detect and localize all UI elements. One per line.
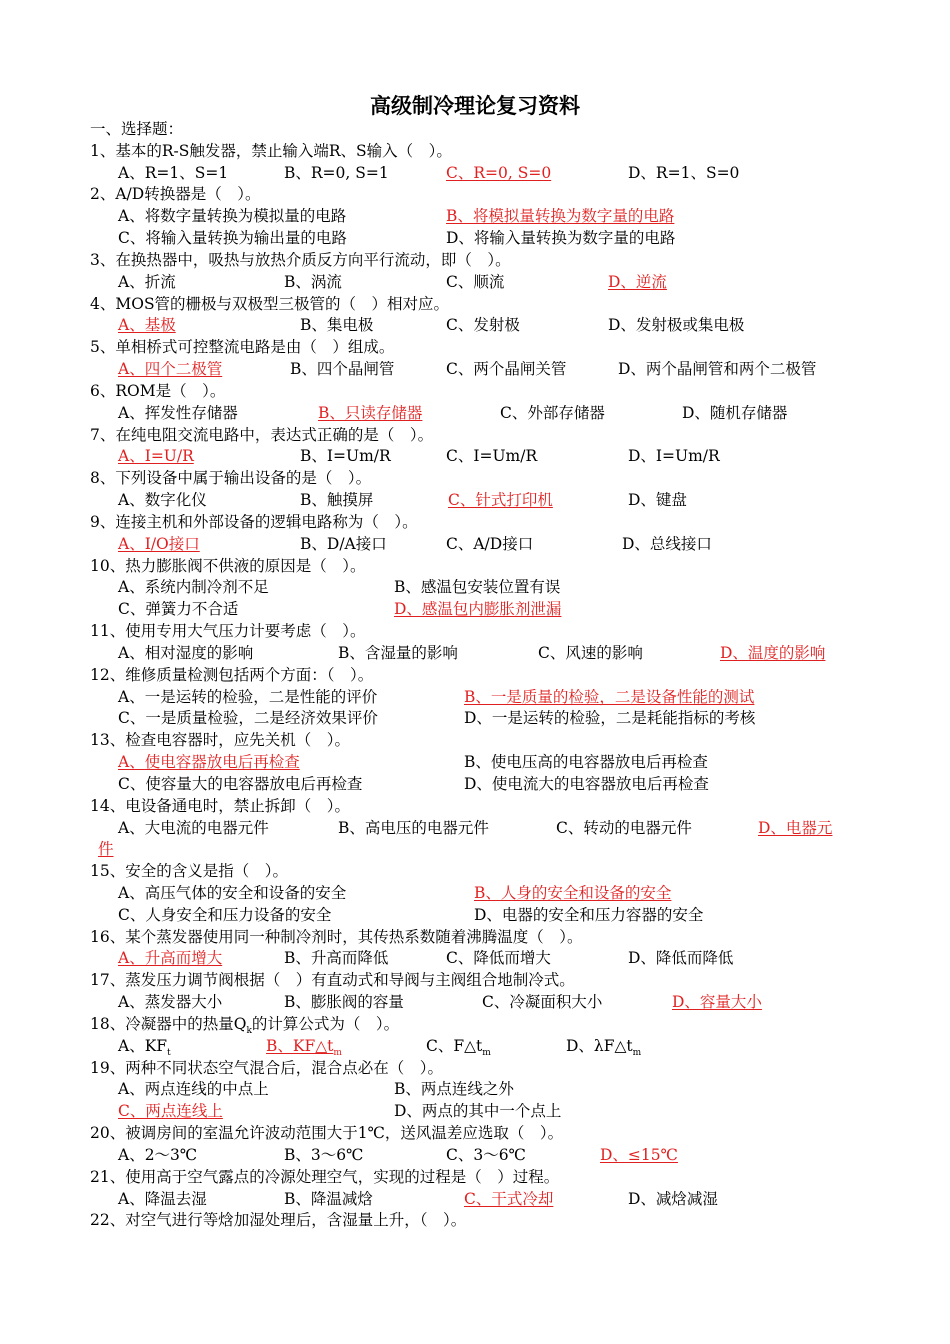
answer-option <box>608 315 744 337</box>
option-row <box>90 687 870 709</box>
correct-answer-option <box>118 752 300 774</box>
correct-answer-option <box>464 687 754 709</box>
question-list <box>90 119 870 1232</box>
option-text: D、减焓减湿 <box>628 1189 718 1208</box>
option-text: D、两个晶闸管和两个二极管 <box>618 360 817 379</box>
subscript: t <box>167 1047 171 1058</box>
option-text: B、KF△t <box>266 1036 334 1055</box>
answer-option <box>284 272 342 294</box>
question-text: 20、被调房间的室温允许波动范围大于1℃，送风温差应选取（ ）。 <box>90 1124 564 1143</box>
option-text: C、I=Um/R <box>446 447 538 466</box>
option-row <box>90 599 870 621</box>
section-label: 一、选择题： <box>90 120 184 138</box>
answer-option <box>118 1145 197 1167</box>
answer-option <box>628 1189 718 1211</box>
question-stem <box>90 796 870 818</box>
answer-option <box>118 905 331 927</box>
answer-option <box>464 774 709 796</box>
answer-option <box>118 1036 171 1058</box>
option-row <box>90 992 870 1014</box>
option-text: C、风速的影响 <box>538 643 643 662</box>
question-stem <box>90 1058 870 1080</box>
answer-option <box>118 1079 269 1101</box>
correct-answer-option <box>118 948 222 970</box>
correct-answer-option <box>118 1101 223 1123</box>
correct-answer-option <box>98 839 114 861</box>
answer-option <box>118 163 228 185</box>
question-text-tail: 的计算公式为（ ）。 <box>251 1014 400 1033</box>
correct-answer-option <box>318 403 422 425</box>
answer-option <box>118 228 347 250</box>
correct-answer-option <box>118 315 176 337</box>
option-text: D、≤15℃ <box>600 1145 678 1164</box>
option-text: D、I=Um/R <box>628 447 720 466</box>
option-text: A、一是运转的检验，二是性能的评价 <box>118 687 378 706</box>
option-text: D、电器元 <box>758 818 833 837</box>
option-text: A、相对湿度的影响 <box>118 643 254 662</box>
option-text: B、R=0, S=1 <box>284 163 389 182</box>
answer-option <box>338 643 458 665</box>
question-text: 11、使用专用大气压力计要考虑（ ）。 <box>90 622 366 641</box>
question-stem <box>90 294 870 316</box>
answer-option <box>446 948 551 970</box>
option-text: D、将输入量转换为数字量的电路 <box>446 229 676 248</box>
option-text: D、发射极或集电极 <box>608 316 745 335</box>
correct-answer-option <box>394 599 561 621</box>
option-row <box>90 359 870 381</box>
option-text: B、两点连线之外 <box>394 1080 514 1099</box>
option-text: B、感温包安装位置有误 <box>394 578 561 597</box>
correct-answer-option <box>474 883 671 905</box>
answer-option <box>566 1036 641 1058</box>
option-row <box>90 1189 870 1211</box>
question-text: 4、MOS管的栅极与双极型三极管的（ ）相对应。 <box>90 294 450 313</box>
option-text: A、降温去湿 <box>118 1189 207 1208</box>
option-row <box>90 1036 870 1058</box>
answer-option <box>682 403 787 425</box>
answer-option <box>118 206 346 228</box>
answer-option <box>538 643 643 665</box>
option-text: B、触摸屏 <box>300 491 374 510</box>
answer-option <box>118 992 222 1014</box>
option-row <box>90 1101 870 1123</box>
answer-option <box>118 708 378 730</box>
option-row <box>90 1079 870 1101</box>
option-row <box>90 1145 870 1167</box>
option-text: B、3～6℃ <box>284 1145 364 1164</box>
option-row <box>90 446 870 468</box>
option-text: C、一是质量检验，二是经济效果评价 <box>118 709 378 728</box>
option-text: D、电器的安全和压力容器的安全 <box>474 905 704 924</box>
correct-answer-option <box>446 163 551 185</box>
question-text: 13、检查电容器时，应先关机（ ）。 <box>90 731 350 750</box>
option-text: D、R=1、S=0 <box>628 163 740 182</box>
option-text: B、D/A接口 <box>300 534 387 553</box>
question-stem <box>90 1167 870 1189</box>
question-text: 5、单相桥式可控整流电路是由（ ）组成。 <box>90 338 395 357</box>
option-text: C、3～6℃ <box>446 1145 526 1164</box>
answer-option <box>300 446 391 468</box>
subscript: m <box>482 1047 491 1058</box>
answer-option <box>118 577 269 599</box>
option-text: D、键盘 <box>628 491 687 510</box>
option-text: B、使电压高的电容器放电后再检查 <box>464 753 708 772</box>
option-text: B、集电极 <box>300 316 374 335</box>
question-text: 22、对空气进行等焓加湿处理后，含湿量上升，（ ）。 <box>90 1211 467 1230</box>
answer-option <box>446 315 520 337</box>
option-row <box>90 643 870 665</box>
question-text: 8、下列设备中属于输出设备的是（ ）。 <box>90 469 372 488</box>
answer-option <box>446 446 537 468</box>
answer-option <box>474 905 703 927</box>
question-stem <box>90 1014 870 1036</box>
option-text: B、四个晶闸管 <box>290 360 395 379</box>
option-text: A、挥发性存储器 <box>118 403 238 422</box>
answer-option <box>284 1145 363 1167</box>
question-text: 10、热力膨胀阀不供液的原因是（ ）。 <box>90 556 366 575</box>
question-stem <box>90 141 870 163</box>
correct-answer-option <box>118 359 222 381</box>
question-stem <box>90 512 870 534</box>
answer-option <box>394 577 560 599</box>
correct-answer-option <box>118 446 194 468</box>
correct-answer-option <box>672 992 762 1014</box>
option-text: A、四个二极管 <box>118 360 223 379</box>
option-text: D、总线接口 <box>622 534 712 553</box>
option-text: C、两点连线上 <box>118 1102 223 1121</box>
correct-answer-option <box>600 1145 678 1167</box>
question-text: 9、连接主机和外部设备的逻辑电路称为（ ）。 <box>90 512 418 531</box>
option-text: A、大电流的电器元件 <box>118 818 269 837</box>
correct-answer-option <box>446 206 674 228</box>
question-text: 2、A/D转换器是（ ）。 <box>90 185 261 204</box>
answer-option <box>118 774 362 796</box>
option-text: D、随机存储器 <box>682 403 788 422</box>
option-text: A、高压气体的安全和设备的安全 <box>118 883 347 902</box>
option-row <box>90 403 870 425</box>
option-text: A、R=1、S=1 <box>118 163 229 182</box>
correct-answer-option <box>758 818 832 840</box>
question-stem <box>90 730 870 752</box>
answer-option <box>446 228 675 250</box>
option-text: C、A/D接口 <box>446 534 534 553</box>
answer-option <box>464 708 755 730</box>
option-text: D、感温包内膨胀剂泄漏 <box>394 600 562 619</box>
option-text: C、针式打印机 <box>448 491 553 510</box>
option-text: 件 <box>98 840 114 859</box>
question-text: 6、ROM是（ ）。 <box>90 381 226 400</box>
answer-option <box>628 490 687 512</box>
answer-option <box>290 359 394 381</box>
correct-answer-option <box>464 1189 553 1211</box>
answer-option <box>284 948 388 970</box>
option-text: D、温度的影响 <box>720 643 826 662</box>
option-text: C、两个晶闸关管 <box>446 360 567 379</box>
correct-answer-option <box>118 534 200 556</box>
option-text: D、逆流 <box>608 272 667 291</box>
answer-option <box>622 534 712 556</box>
answer-option <box>118 687 377 709</box>
question-stem <box>90 468 870 490</box>
answer-option <box>426 1036 491 1058</box>
correct-answer-option <box>448 490 553 512</box>
option-text: D、容量大小 <box>672 993 762 1012</box>
option-row <box>90 228 870 250</box>
option-text: A、蒸发器大小 <box>118 993 223 1012</box>
option-text: C、F△t <box>426 1036 483 1055</box>
answer-option <box>118 643 253 665</box>
option-text: C、弹簧力不合适 <box>118 600 239 619</box>
answer-option <box>118 272 176 294</box>
option-text: D、一是运转的检验，二是耗能指标的考核 <box>464 709 756 728</box>
answer-option <box>284 992 404 1014</box>
question-stem <box>90 556 870 578</box>
option-row <box>90 272 870 294</box>
subscript: m <box>632 1047 642 1058</box>
answer-option <box>118 818 269 840</box>
option-text: C、使容量大的电容器放电后再检查 <box>118 774 363 793</box>
answer-option <box>464 752 708 774</box>
option-text: A、系统内制冷剂不足 <box>118 578 269 597</box>
option-text: A、KF <box>118 1036 168 1055</box>
option-text: A、I/O接口 <box>118 534 200 553</box>
option-text: D、λF△t <box>566 1036 633 1055</box>
option-row <box>90 490 870 512</box>
option-row <box>90 206 870 228</box>
question-stem <box>90 927 870 949</box>
question-text: 1、基本的R-S触发器，禁止输入端R、S输入（ ）。 <box>90 141 452 160</box>
option-text: C、转动的电器元件 <box>556 818 692 837</box>
option-text: C、干式冷却 <box>464 1189 554 1208</box>
option-text: B、人身的安全和设备的安全 <box>474 883 672 902</box>
question-stem <box>90 665 870 687</box>
option-row <box>90 948 870 970</box>
option-text: A、将数字量转换为模拟量的电路 <box>118 207 347 226</box>
question-text: 14、电设备通电时，禁止拆卸（ ）。 <box>90 796 350 815</box>
question-stem <box>90 621 870 643</box>
question-text: 19、两种不同状态空气混合后，混合点必在（ ）。 <box>90 1058 443 1077</box>
option-text: A、2～3℃ <box>118 1145 198 1164</box>
option-text: A、使电容器放电后再检查 <box>118 753 300 772</box>
option-row <box>90 577 870 599</box>
option-text: A、两点连线的中点上 <box>118 1080 269 1099</box>
question-stem <box>90 1123 870 1145</box>
question-text: 21、使用高于空气露点的冷源处理空气，实现的过程是（ ）过程。 <box>90 1167 560 1186</box>
answer-option <box>118 403 238 425</box>
option-row <box>90 752 870 774</box>
answer-option <box>300 315 373 337</box>
subscript: m <box>333 1047 342 1058</box>
option-text: B、含湿量的影响 <box>338 643 458 662</box>
option-row <box>90 774 870 796</box>
question-stem <box>90 184 870 206</box>
option-row <box>90 839 870 861</box>
option-text: A、基极 <box>118 316 176 335</box>
question-stem <box>90 425 870 447</box>
question-text: 16、某个蒸发器使用同一种制冷剂时，其传热系数随着沸腾温度（ ）。 <box>90 927 583 946</box>
question-stem <box>90 337 870 359</box>
answer-option <box>446 359 566 381</box>
option-text: C、顺流 <box>446 272 505 291</box>
answer-option <box>482 992 602 1014</box>
answer-option <box>628 446 720 468</box>
question-text: 7、在纯电阻交流电路中，表达式正确的是（ ）。 <box>90 425 434 444</box>
option-text: A、折流 <box>118 272 176 291</box>
answer-option <box>338 818 489 840</box>
question-stem <box>90 970 870 992</box>
option-text: C、将输入量转换为输出量的电路 <box>118 229 347 248</box>
question-text: 18、冷凝器中的热量Q <box>90 1014 247 1033</box>
option-text: B、高电压的电器元件 <box>338 818 489 837</box>
answer-option <box>300 490 373 512</box>
option-text: A、I=U/R <box>118 447 194 466</box>
option-row <box>90 883 870 905</box>
option-row <box>90 905 870 927</box>
answer-option <box>284 163 389 185</box>
question-stem <box>90 250 870 272</box>
question-text: 17、蒸发压力调节阀根据（ ）有直动式和导阀与主阀组合地制冷式。 <box>90 971 575 990</box>
answer-option <box>118 1189 207 1211</box>
question-stem <box>90 381 870 403</box>
document-title: 高级制冷理论复习资料 <box>370 94 580 118</box>
answer-option <box>446 1145 526 1167</box>
section-heading <box>90 119 870 141</box>
answer-option <box>284 1189 373 1211</box>
option-text: C、降低而增大 <box>446 949 551 968</box>
subscript: k <box>246 1026 252 1037</box>
answer-option <box>446 534 533 556</box>
question-text: 15、安全的含义是指（ ）。 <box>90 862 288 881</box>
option-text: C、发射极 <box>446 316 520 335</box>
answer-option <box>118 599 238 621</box>
option-text: B、涡流 <box>284 272 342 291</box>
answer-option <box>118 883 346 905</box>
option-text: A、升高而增大 <box>118 949 223 968</box>
option-text: B、一是质量的检验，二是设备性能的测试 <box>464 687 755 706</box>
answer-option <box>446 272 504 294</box>
correct-answer-option <box>266 1036 342 1058</box>
option-text: C、人身安全和压力设备的安全 <box>118 905 332 924</box>
option-text: C、外部存储器 <box>500 403 605 422</box>
option-text: B、升高而降低 <box>284 949 389 968</box>
answer-option <box>300 534 387 556</box>
option-row <box>90 818 870 840</box>
question-text: 3、在换热器中，吸热与放热介质反方向平行流动，即（ ）。 <box>90 250 511 269</box>
option-row <box>90 534 870 556</box>
option-text: B、膨胀阀的容量 <box>284 993 404 1012</box>
option-text: B、将模拟量转换为数字量的电路 <box>446 207 675 226</box>
option-text: B、只读存储器 <box>318 403 423 422</box>
answer-option <box>618 359 816 381</box>
answer-option <box>394 1101 561 1123</box>
option-row <box>90 163 870 185</box>
option-text: B、降温减焓 <box>284 1189 373 1208</box>
question-text: 12、维修质量检测包括两个方面：（ ）。 <box>90 665 374 684</box>
option-row <box>90 315 870 337</box>
question-stem <box>90 1210 870 1232</box>
option-text: C、冷凝面积大小 <box>482 993 603 1012</box>
correct-answer-option <box>608 272 667 294</box>
option-text: A、数字化仪 <box>118 491 207 510</box>
option-text: C、R=0, S=0 <box>446 163 552 182</box>
answer-option <box>500 403 605 425</box>
option-row <box>90 708 870 730</box>
option-text: D、使电流大的电容器放电后再检查 <box>464 774 709 793</box>
answer-option <box>628 948 733 970</box>
answer-option <box>118 490 207 512</box>
option-text: D、两点的其中一个点上 <box>394 1102 562 1121</box>
correct-answer-option <box>720 643 825 665</box>
answer-option <box>394 1079 514 1101</box>
answer-option <box>556 818 692 840</box>
option-text: B、I=Um/R <box>300 447 391 466</box>
answer-option <box>628 163 739 185</box>
option-text: D、降低而降低 <box>628 949 734 968</box>
question-stem <box>90 861 870 883</box>
